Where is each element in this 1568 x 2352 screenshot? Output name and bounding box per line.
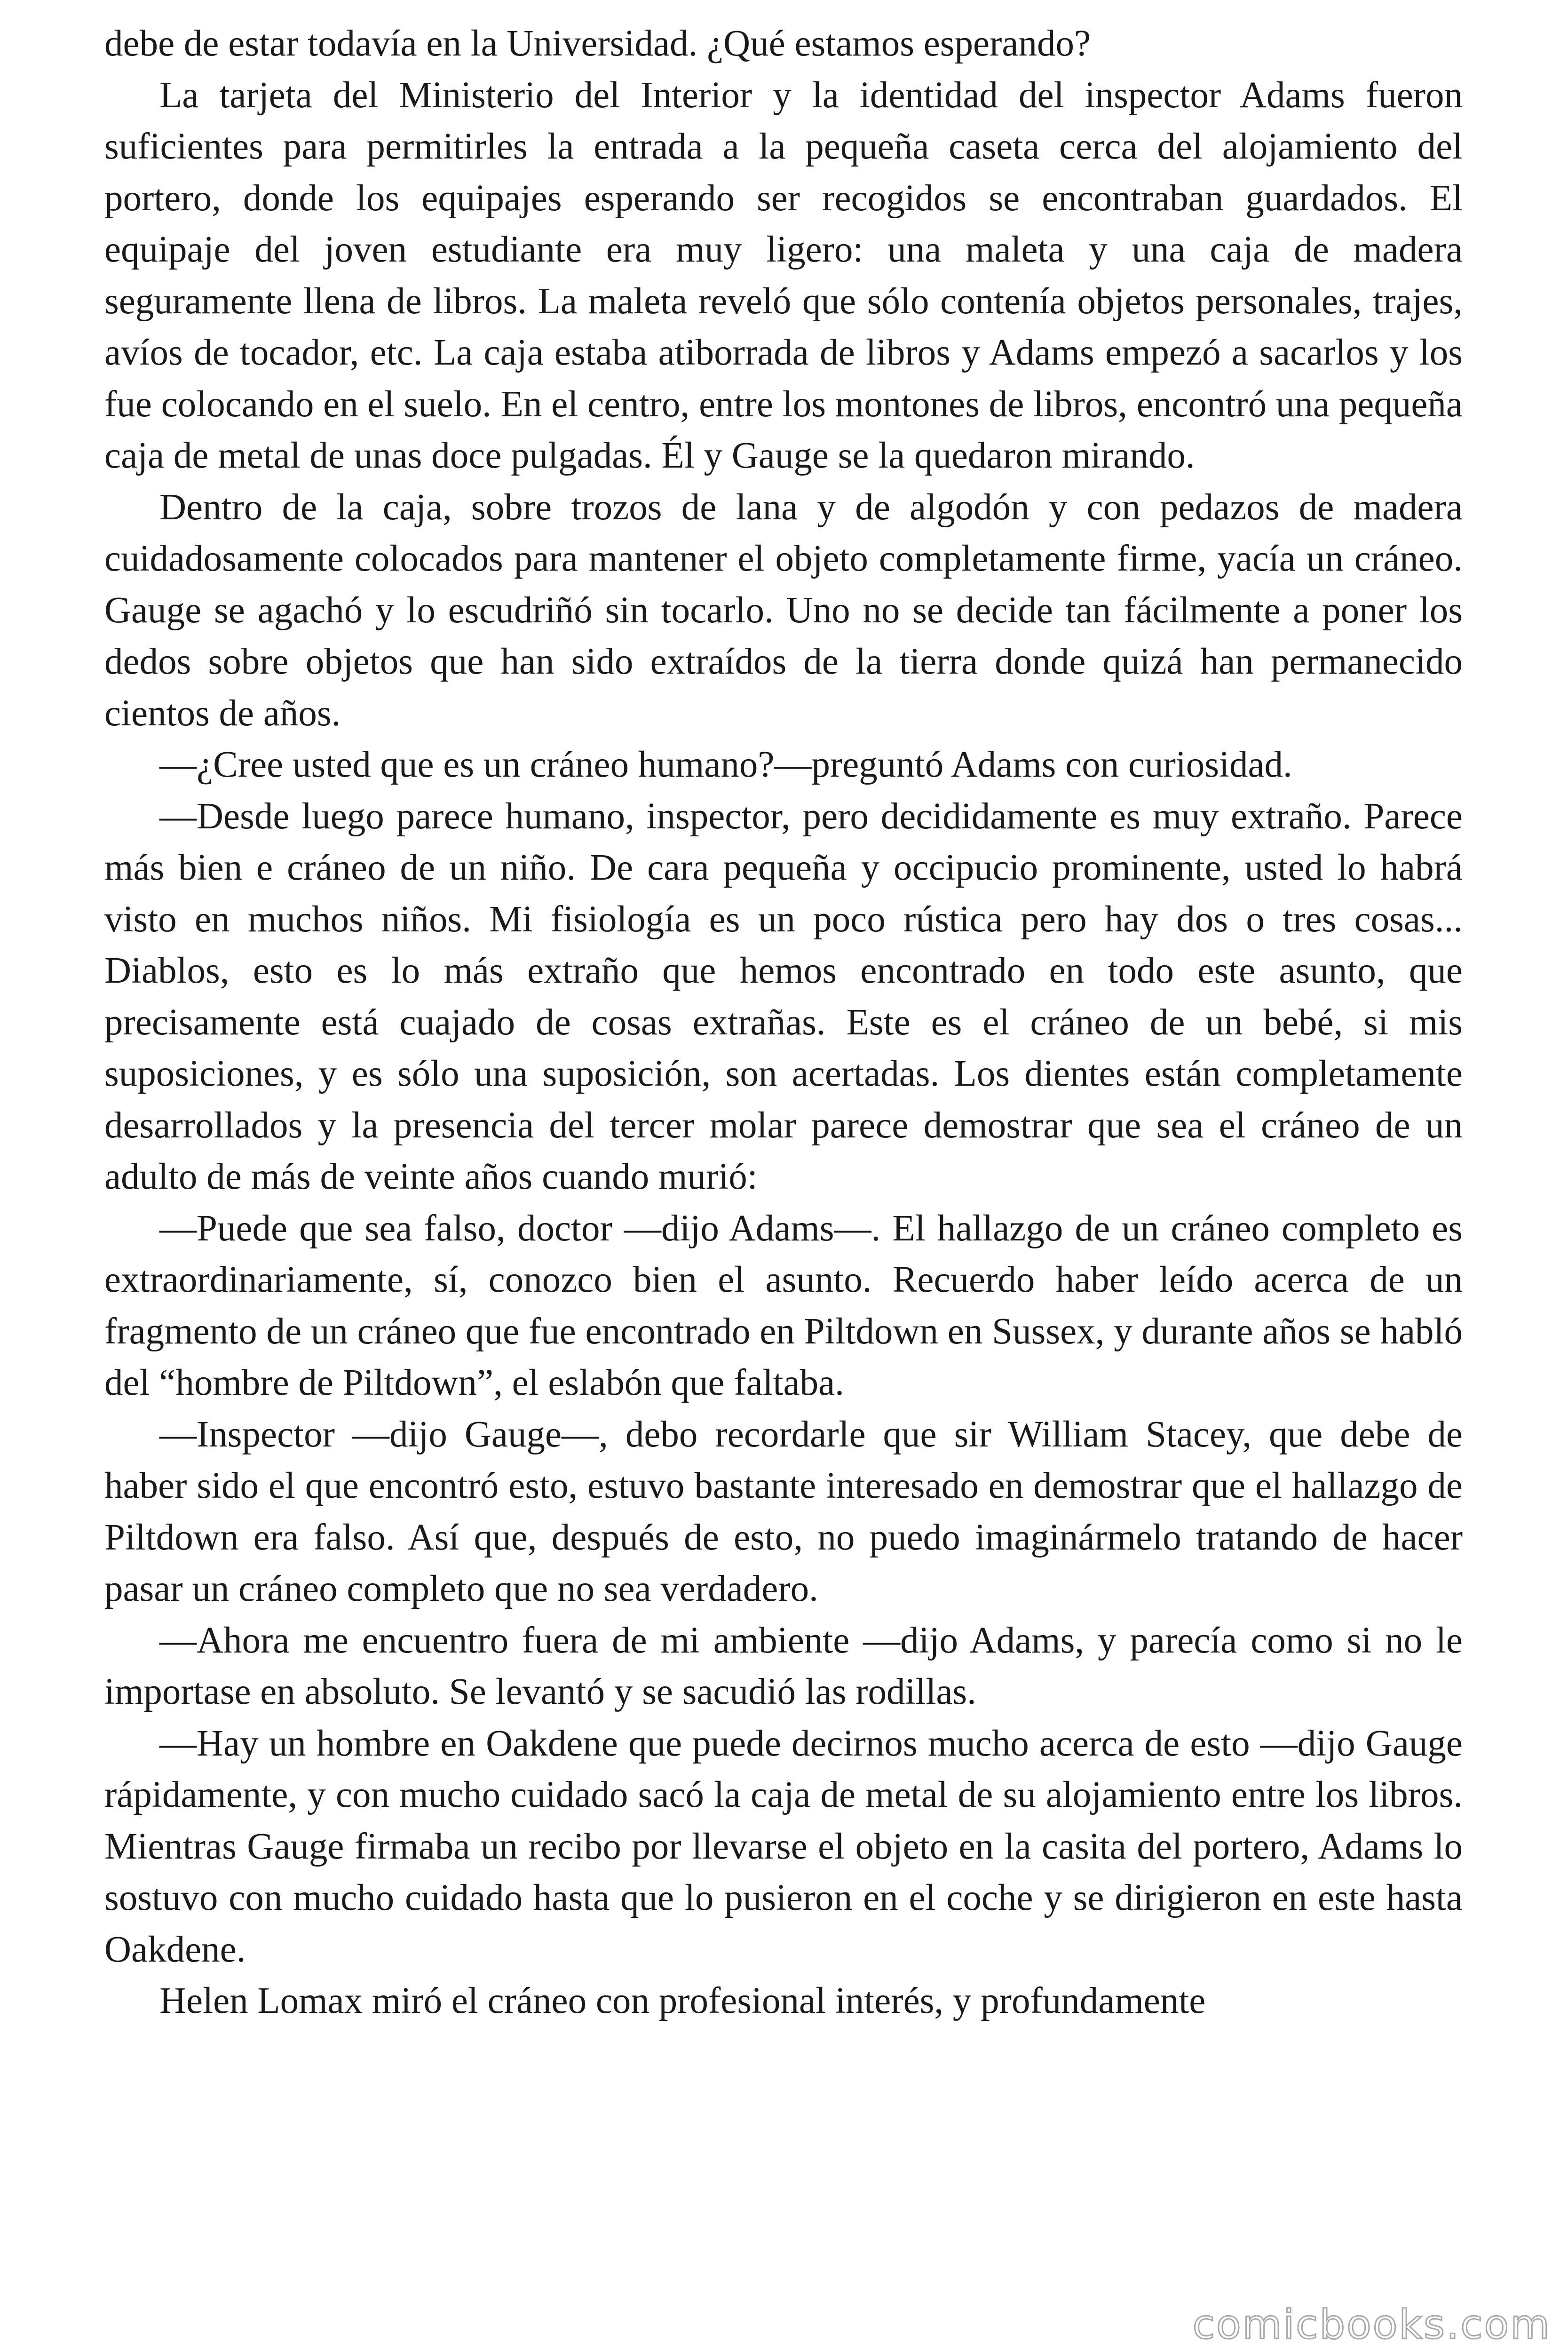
paragraph-7: —Inspector —dijo Gauge—, debo recordarle que sir William Stacey, que debe de haber sido el que encontró esto, estuvo bastante interesado en demostrar que el hallazgo de Piltdown era falso. Así que, después de esto, no puedo imaginármelo tratando de hacer pasar un cráneo completo que no sea verdadero.	[104, 1414, 1463, 1609]
watermark: comicbooks.com	[1192, 2301, 1551, 2348]
paragraph-3: Dentro de la caja, sobre trozos de lana y de algodón y con pedazos de madera cuidadosamente colocados para mantener el objeto completamente firme, yacía un cráneo. Gauge se agachó y lo escudriñó sin tocarlo. Uno no se decide tan fácilmente a poner los dedos sobre objetos que han sido extraídos de la tierra donde quizá han permanecido cientos de años.	[104, 486, 1463, 734]
paragraph-4: —¿Cree usted que es un cráneo humano?—preguntó Adams con curiosidad.	[159, 744, 1292, 785]
paragraph-1: debe de estar todavía en la Universidad. ¿Qué estamos esperando?	[104, 23, 1091, 64]
body-text	[104, 18, 1463, 2027]
paragraph-10: Helen Lomax miró el cráneo con profesional interés, y profundamente	[159, 1980, 1206, 2021]
paragraph-6: —Puede que sea falso, doctor —dijo Adams—. El hallazgo de un cráneo completo es extraordinariamente, sí, conozco bien el asunto. Recuerdo haber leído acerca de un fragmento de un cráneo que fue encontrado en Piltdown en Sussex, y durante años se habló del “hombre de Piltdown”, el eslabón que faltaba.	[104, 1208, 1463, 1403]
paragraph-5: —Desde luego parece humano, inspector, pero decididamente es muy extraño. Parece más bien e cráneo de un niño. De cara pequeña y occipucio prominente, usted lo habrá visto en muchos niños. Mi fisiología es un poco rústica pero hay dos o tres cosas... Diablos, esto es lo más extraño que hemos encontrado en todo este asunto, que precisamente está cuajado de cosas extrañas. Este es el cráneo de un bebé, si mis suposiciones, y es sólo una suposición, son acertadas. Los dientes están completamente desarrollados y la presencia del tercer molar parece demostrar que sea el cráneo de un adulto de más de veinte años cuando murió:	[104, 795, 1463, 1197]
paragraph-8: —Ahora me encuentro fuera de mi ambiente —dijo Adams, y parecía como si no le importase en absoluto. Se levantó y se sacudió las rodillas.	[104, 1620, 1463, 1712]
paragraph-9: —Hay un hombre en Oakdene que puede decirnos mucho acerca de esto —dijo Gauge rápidamente, y con mucho cuidado sacó la caja de metal de su alojamiento entre los libros. Mientras Gauge firmaba un recibo por llevarse el objeto en la casita del portero, Adams lo sostuvo con mucho cuidado hasta que lo pusieron en el coche y se dirigieron en este hasta Oakdene.	[104, 1723, 1463, 1970]
paragraph-2: La tarjeta del Ministerio del Interior y la identidad del inspector Adams fueron suficientes para permitirles la entrada a la pequeña caseta cerca del alojamiento del portero, donde los equipajes esperando ser recogidos se encontraban guardados. El equipaje del joven estudiante era muy ligero: una maleta y una caja de madera seguramente llena de libros. La maleta reveló que sólo contenía objetos personales, trajes, avíos de tocador, etc. La caja estaba atiborrada de libros y Adams empezó a sacarlos y los fue colocando en el suelo. En el centro, entre los montones de libros, encontró una pequeña caja de metal de unas doce pulgadas. Él y Gauge se la quedaron mirando.	[104, 74, 1463, 476]
